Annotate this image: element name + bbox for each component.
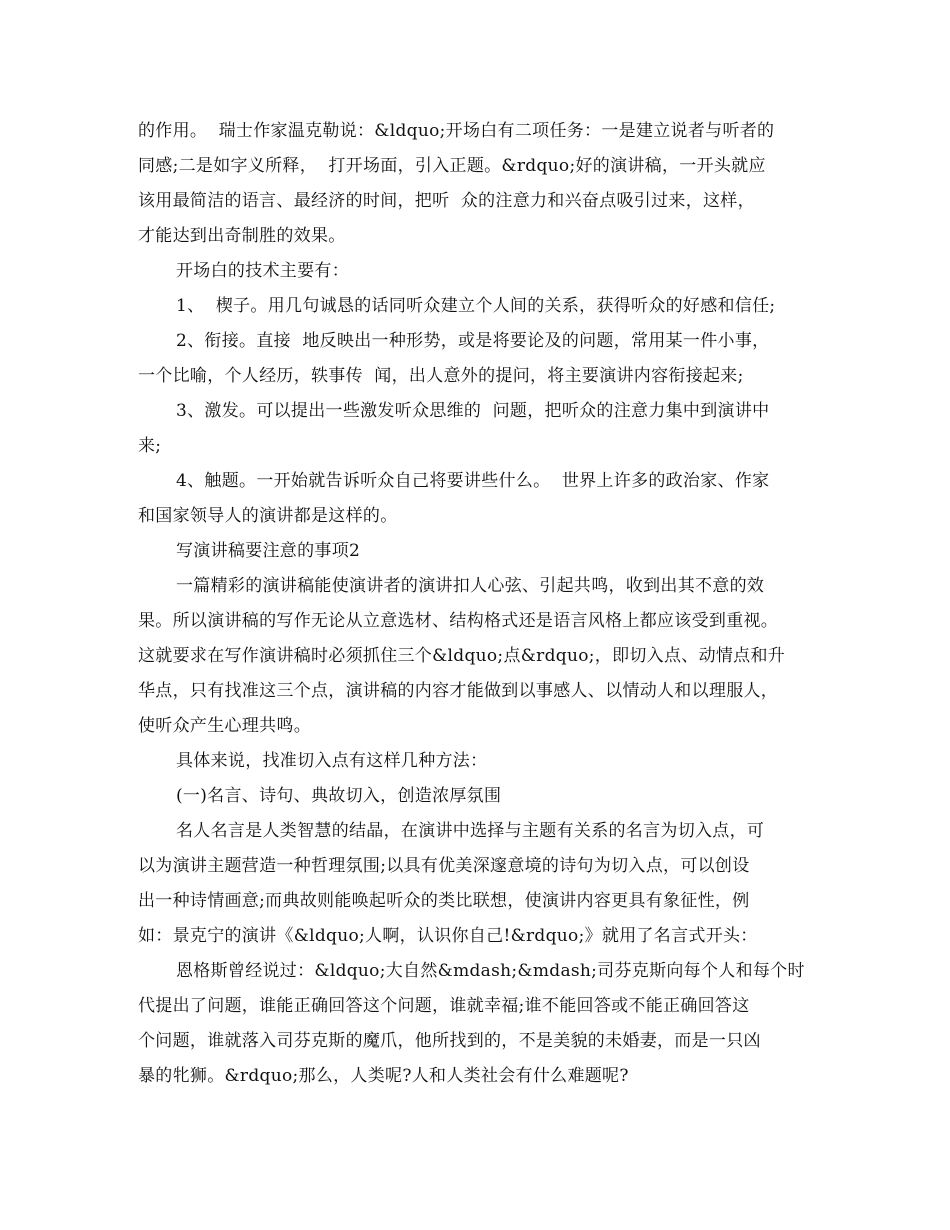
text-line: 以为演讲主题营造一种哲理氛围;以具有优美深邃意境的诗句为切入点，可以创设: [138, 856, 750, 876]
text-line: 名人名言是人类智慧的结晶，在演讲中选择与主题有关系的名言为切入点，可: [176, 821, 765, 841]
text-line: 具体来说，找准切入点有这样几种方法：: [176, 751, 488, 771]
text-line: 一个比喻，个人经历，轶事传 闻，出人意外的提问，将主要演讲内容衔接起来;: [138, 366, 744, 386]
text-line: (一)名言、诗句、典故切入，创造浓厚氛围: [176, 786, 502, 806]
section-heading: 写演讲稿要注意的事项2: [176, 541, 361, 561]
text-line: 开场白的技术主要有：: [176, 261, 349, 281]
text-line: 这就要求在写作演讲稿时必须抓住三个&ldquo;点&rdquo;，即切入点、动情点和升: [138, 646, 786, 666]
text-line: 和国家领导人的演讲都是这样的。: [138, 506, 398, 526]
text-line: 果。所以演讲稿的写作无论从立意选材、结构格式还是语言风格上都应该受到重视。: [138, 611, 779, 631]
text-line: 3、激发。可以提出一些激发听众思维的 问题，把听众的注意力集中到演讲中: [176, 401, 770, 421]
text-line: 2、衔接。直接 地反映出一种形势，或是将要论及的问题，常用某一件小事，: [176, 331, 770, 351]
text-line: 的作用。 瑞士作家温克勒说：&ldquo;开场白有二项任务：一是建立说者与听者的: [138, 121, 775, 141]
text-line: 恩格斯曾经说过：&ldquo;大自然&mdash;&mdash;司芬克斯向每个人和每个时: [176, 961, 805, 981]
text-line: 一篇精彩的演讲稿能使演讲者的演讲扣人心弦、引起共鸣，收到出其不意的效: [176, 576, 765, 596]
text-line: 个问题，谁就落入司芬克斯的魔爪，他所找到的，不是美貌的未婚妻，而是一只凶: [138, 1031, 761, 1051]
text-line: 代提出了问题，谁能正确回答这个问题，谁就幸福;谁不能回答或不能正确回答这: [138, 996, 750, 1016]
text-line: 如：景克宁的演讲《&ldquo;人啊，认识你自己!&rdquo;》就用了名言式开头：: [138, 926, 758, 946]
text-line: 1、 楔子。用几句诚恳的话同听众建立个人间的关系，获得听众的好感和信任;: [176, 296, 776, 316]
text-line: 同感;二是如字义所释， 打开场面，引入正题。&rdquo;好的演讲稿，一开头就应: [138, 156, 766, 176]
text-line: 才能达到出奇制胜的效果。: [138, 226, 346, 246]
text-line: 暴的牝狮。&rdquo;那么，人类呢?人和人类社会有什么难题呢?: [138, 1066, 629, 1086]
text-line: 使听众产生心理共鸣。: [138, 716, 311, 736]
text-line: 华点，只有找准这三个点，演讲稿的内容才能做到以事感人、以情动人和以理服人，: [138, 681, 779, 701]
text-line: 来;: [138, 436, 162, 456]
text-line: 该用最简洁的语言、最经济的时间，把听 众的注意力和兴奋点吸引过来，这样，: [138, 191, 755, 211]
text-line: 4、触题。一开始就告诉听众自己将要讲些什么。 世界上许多的政治家、作家: [176, 471, 770, 491]
text-line: 出一种诗情画意;而典故则能唤起听众的类比联想，使演讲内容更具有象征性，例: [138, 891, 750, 911]
